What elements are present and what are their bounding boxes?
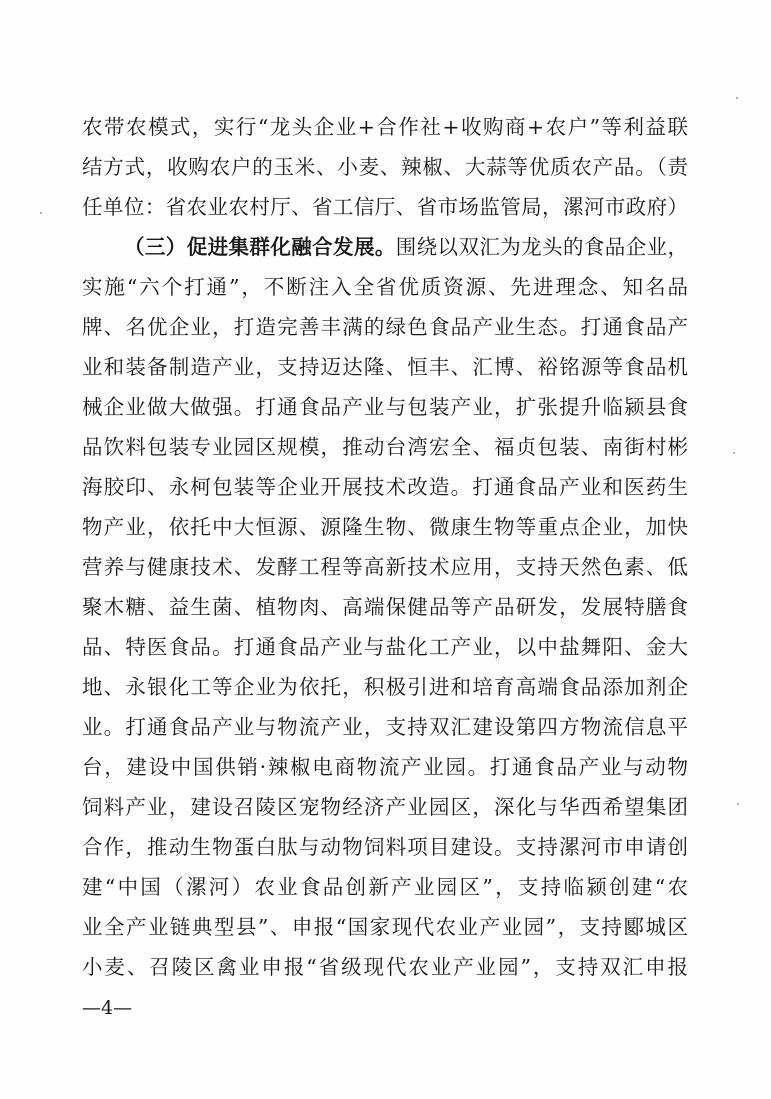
scan-speck: [737, 803, 739, 805]
body-line: 任单位：省农业农村厅、省工信厅、省市场监管局，漯河市政府）: [82, 195, 688, 219]
body-line: 海胶印、永柯包装等企业开展技术改造。打通食品产业和医药生: [82, 475, 688, 499]
section-intro: 围绕以双汇为龙头的食品企业，: [395, 235, 688, 259]
body-line: 械企业做大做强。打通食品产业与包装产业，扩张提升临颍县食: [82, 395, 688, 419]
body-line: 小麦、召陵区禽业申报“省级现代农业产业园”，支持双汇申报: [82, 955, 688, 979]
section-heading-line: [124, 227, 688, 267]
scan-speck: [736, 97, 738, 99]
body-line: 建“中国（漯河）农业食品创新产业园区”，支持临颍创建“农: [82, 875, 688, 899]
body-line: 牌、名优企业，打造完善丰满的绿色食品产业生态。打通食品产: [82, 315, 688, 339]
body-line: 农带农模式，实行“龙头企业+合作社+收购商+农户”等利益联: [82, 115, 688, 139]
body-line: 业和装备制造产业，支持迈达隆、恒丰、汇博、裕铭源等食品机: [82, 355, 688, 379]
scan-speck: [40, 212, 42, 214]
body-line: 营养与健康技术、发酵工程等高新技术应用，支持天然色素、低: [82, 555, 688, 579]
body-line: 地、永银化工等企业为依托，积极引进和培育高端食品添加剂企: [82, 675, 688, 699]
body-line: 合作，推动生物蛋白肽与动物饲料项目建设。支持漯河市申请创: [82, 835, 688, 859]
body-line: 业全产业链典型县”、申报“国家现代农业产业园”，支持郾城区: [82, 915, 688, 939]
body-line: 物产业，依托中大恒源、源隆生物、微康生物等重点企业，加快: [82, 515, 688, 539]
body-line: 品饮料包装专业园区规模，推动台湾宏全、福贞包装、南街村彬: [82, 435, 688, 459]
body-line: 品、特医食品。打通食品产业与盐化工产业，以中盐舞阳、金大: [82, 635, 688, 659]
body-line: 实施“六个打通”，不断注入全省优质资源、先进理念、知名品: [82, 275, 688, 299]
page-number: —4—: [82, 997, 133, 1019]
body-line: 聚木糖、益生菌、植物肉、高端保健品等产品研发，发展特膳食: [82, 595, 688, 619]
body-line: 业。打通食品产业与物流产业，支持双汇建设第四方物流信息平: [82, 715, 688, 739]
body-line: 台，建设中国供销·辣椒电商物流产业园。打通食品产业与动物: [82, 755, 688, 779]
scan-speck: [733, 452, 735, 454]
body-line: 饲料产业，建设召陵区宠物经济产业园区，深化与华西希望集团: [82, 795, 688, 819]
section-heading: （三）促进集群化融合发展。: [124, 235, 396, 259]
body-line: 结方式，收购农户的玉米、小麦、辣椒、大蒜等优质农产品。（责: [82, 155, 688, 179]
